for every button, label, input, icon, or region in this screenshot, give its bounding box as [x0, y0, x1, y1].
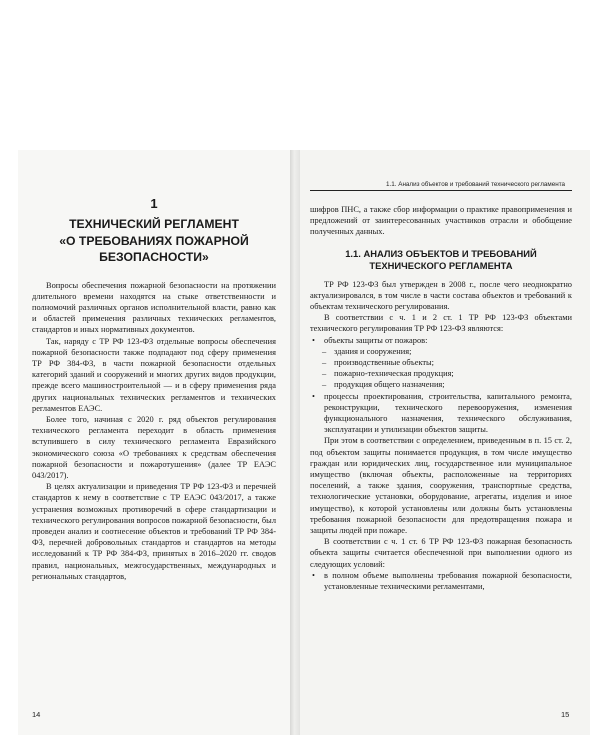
list-item: [310, 368, 572, 379]
dash-mark: –: [322, 358, 327, 368]
paragraph: Более того, начиная с 2020 г. ряд объектов регулирования технического регламента переходит в область применения вступившего в силу технического регламента Евразийского экономического союза «О требованиях к средствам обеспечения пожарной безопасности и пожаротушения» (далее ТР ЕАЭС 043/2017).: [32, 414, 276, 480]
list-item: [310, 335, 572, 346]
list-item: [310, 379, 572, 390]
chapter-number: 1: [150, 196, 158, 211]
continued-paragraph: шифров ПНС, а также сбор информации о практике правоприменения и предложений от заинтересованных участников отрасли и обобщение полученных данных.: [310, 205, 572, 237]
dash-mark: –: [322, 346, 327, 356]
left-page-text: [32, 196, 276, 582]
chapter-title-line: ТЕХНИЧЕСКИЙ РЕГЛАМЕНТ: [69, 217, 239, 231]
right-page-text: [310, 204, 572, 592]
bullet-mark: •: [312, 391, 315, 401]
list-item: [310, 357, 572, 368]
list-item: [310, 346, 572, 357]
list-item-text: пожарно-техническая продукция;: [334, 369, 454, 379]
page-number-left: 14: [32, 710, 41, 719]
bullet-mark: •: [312, 570, 315, 580]
list-item-text: продукция общего назначения;: [334, 380, 445, 390]
list-item-text: производственные объекты;: [334, 358, 435, 368]
chapter-title: [32, 216, 276, 266]
list-item-text: здания и сооружения;: [334, 346, 412, 356]
chapter-title-line: БЕЗОПАСНОСТИ»: [99, 250, 209, 264]
conditions-list: [310, 570, 572, 592]
list-item: [310, 570, 572, 592]
paragraph: В соответствии с ч. 1 ст. 6 ТР РФ 123-ФЗ пожарная безопасность объекта защиты считается обеспеченной при выполнении одного из следующих условий:: [310, 537, 572, 569]
list-item-text: объекты защиты от пожаров:: [324, 335, 428, 345]
paragraph: Вопросы обеспечения пожарной безопасности на протяжении длительного времени находятся на стыке ответственности и полномочий различных органов исполнительной власти, равно как и областей применения различных технических регламентов, стандартов и иных нормативных документов.: [32, 280, 276, 335]
section-title-line: 1.1. АНАЛИЗ ОБЪЕКТОВ И ТРЕБОВАНИЙ: [345, 247, 537, 259]
list-item: [310, 391, 572, 436]
section-title-line: ТЕХНИЧЕСКОГО РЕГЛАМЕНТА: [369, 260, 513, 272]
bullet-mark: •: [312, 335, 315, 345]
paragraph: ТР РФ 123-ФЗ был утвержден в 2008 г., после чего неоднократно актуализировался, в том числе в части состава объектов и требований к объектам технического регулирования.: [310, 279, 572, 312]
header-rule: [310, 190, 572, 191]
paragraph: Так, наряду с ТР РФ 123-ФЗ отдельные вопросы обеспечения пожарной безопасности также подпадают под сферу применения ТР РФ 384-ФЗ, в части пожарной безопасности отдельных категорий зданий и сооружений и многих других видов продукции, прежде всего машиностроительной — и в сферу применения ряда других национальных технических регламентов и технических регламентов ЕАЭС.: [32, 336, 276, 413]
book-gutter: [290, 150, 300, 735]
page-number-right: 15: [561, 710, 570, 719]
objects-list: [310, 335, 572, 436]
dash-mark: –: [322, 380, 327, 390]
dash-mark: –: [322, 369, 327, 379]
list-item-text: в полном объеме выполнены требования пожарной безопасности, установленные техническими регламентами,: [324, 570, 572, 592]
paragraph: При этом в соответствии с определением, приведенным в п. 15 ст. 2, под объектом защиты понимается продукция, в том числе имущество граждан или юридических лиц, государственное или муниципальное имущество (включая объекты, расположенные на территориях поселений, а также здания, сооружения, транспортные средства, технологические установки, оборудование, агрегаты, изделия и иное имущество), к которой установлены или должны быть установлены требования пожарной безопасности для предотвращения пожара и защиты людей при пожаре.: [310, 436, 572, 536]
list-item-text: процессы проектирования, строительства, капитального ремонта, реконструкции, технического перевооружения, изменения функционального назначения, технического обслуживания, эксплуатации и утилизации объектов защиты.: [324, 391, 572, 435]
paragraph: В соответствии с ч. 1 и 2 ст. 1 ТР РФ 123-ФЗ объектами технического регулирования ТР РФ 123-ФЗ являются:: [310, 313, 572, 334]
chapter-title-line: «О ТРЕБОВАНИЯХ ПОЖАРНОЙ: [59, 233, 249, 248]
section-title: [310, 248, 572, 273]
paragraph: В целях актуализации и приведения ТР РФ 123-ФЗ и перечней стандартов к нему в соответствие с ТР ЕАЭС 043/2017, а также устранения возможных противоречий в сфере стандартизации и технического регулирования вопросов пожарной безопасности, был проведен анализ и соотнесение объектов и требований ТР РФ 384-ФЗ, перечней добровольных стандартов и стандартов на методы исследований к ТР РФ 384-ФЗ, принятых в 2016–2020 гг. сводов правил, национальных, межгосударственных, международных и региональных стандартов,: [32, 482, 276, 581]
running-header: 1.1. Анализ объектов и требований технического регламента: [386, 181, 566, 188]
